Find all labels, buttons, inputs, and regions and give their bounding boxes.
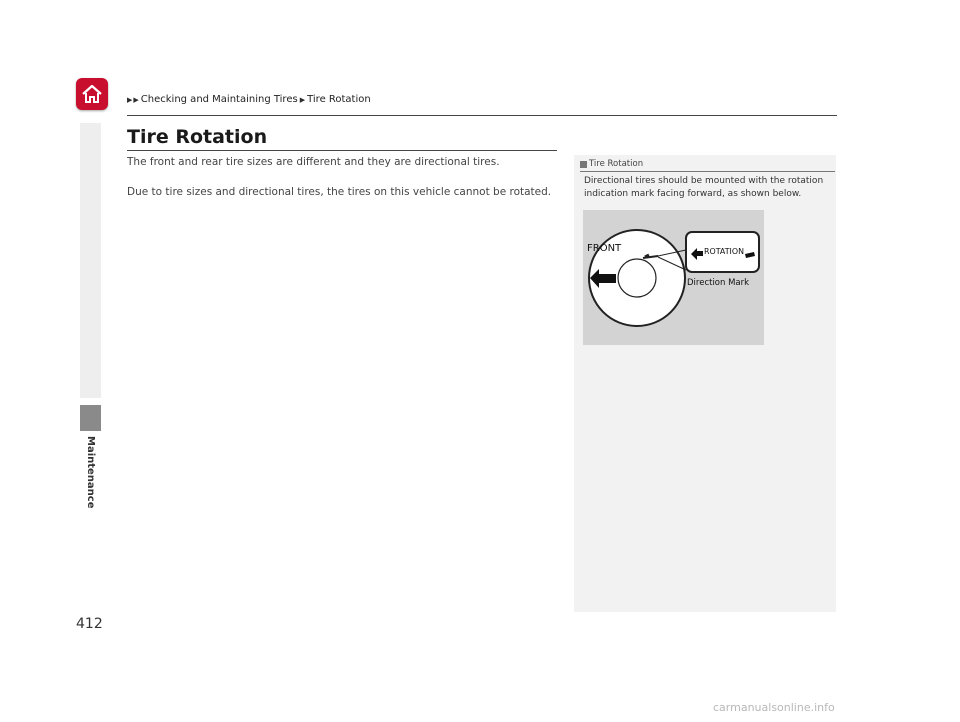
watermark: carmanualsonline.info bbox=[713, 701, 835, 714]
home-icon bbox=[80, 83, 104, 105]
page-title: Tire Rotation bbox=[127, 126, 268, 148]
body-paragraph: Due to tire sizes and directional tires, the tires on this vehicle cannot be rotated. bbox=[127, 186, 552, 198]
page-number: 412 bbox=[76, 616, 103, 632]
note-text: Directional tires should be mounted with the rotation indication mark facing forward, as shown below. bbox=[584, 176, 824, 199]
header-divider bbox=[127, 115, 837, 116]
section-tab-label: Maintenance bbox=[85, 436, 96, 509]
triangle-right-icon: ▶ bbox=[133, 95, 139, 104]
breadcrumb-item-checking-tires[interactable]: Checking and Maintaining Tires bbox=[140, 94, 298, 105]
body-paragraph: The front and rear tire sizes are different and they are directional tires. bbox=[127, 156, 500, 168]
tire-inner bbox=[618, 259, 656, 297]
rotation-label: ROTATION bbox=[704, 247, 745, 256]
triangle-right-icon: ▶ bbox=[127, 95, 133, 104]
home-button[interactable] bbox=[76, 78, 108, 110]
note-heading-text: Tire Rotation bbox=[589, 159, 644, 169]
direction-mark-label: Direction Mark bbox=[687, 278, 750, 288]
note-divider bbox=[580, 171, 835, 172]
title-divider bbox=[127, 150, 557, 151]
tire-rotation-illustration bbox=[583, 210, 764, 345]
note-heading bbox=[580, 159, 643, 169]
front-label: FRONT bbox=[587, 243, 622, 254]
side-tab-track bbox=[80, 123, 101, 398]
triangle-right-icon: ▶ bbox=[299, 95, 306, 104]
note-icon bbox=[580, 161, 587, 168]
section-tab-marker bbox=[80, 405, 101, 431]
breadcrumb bbox=[127, 94, 371, 105]
breadcrumb-item-tire-rotation[interactable]: Tire Rotation bbox=[307, 94, 371, 105]
